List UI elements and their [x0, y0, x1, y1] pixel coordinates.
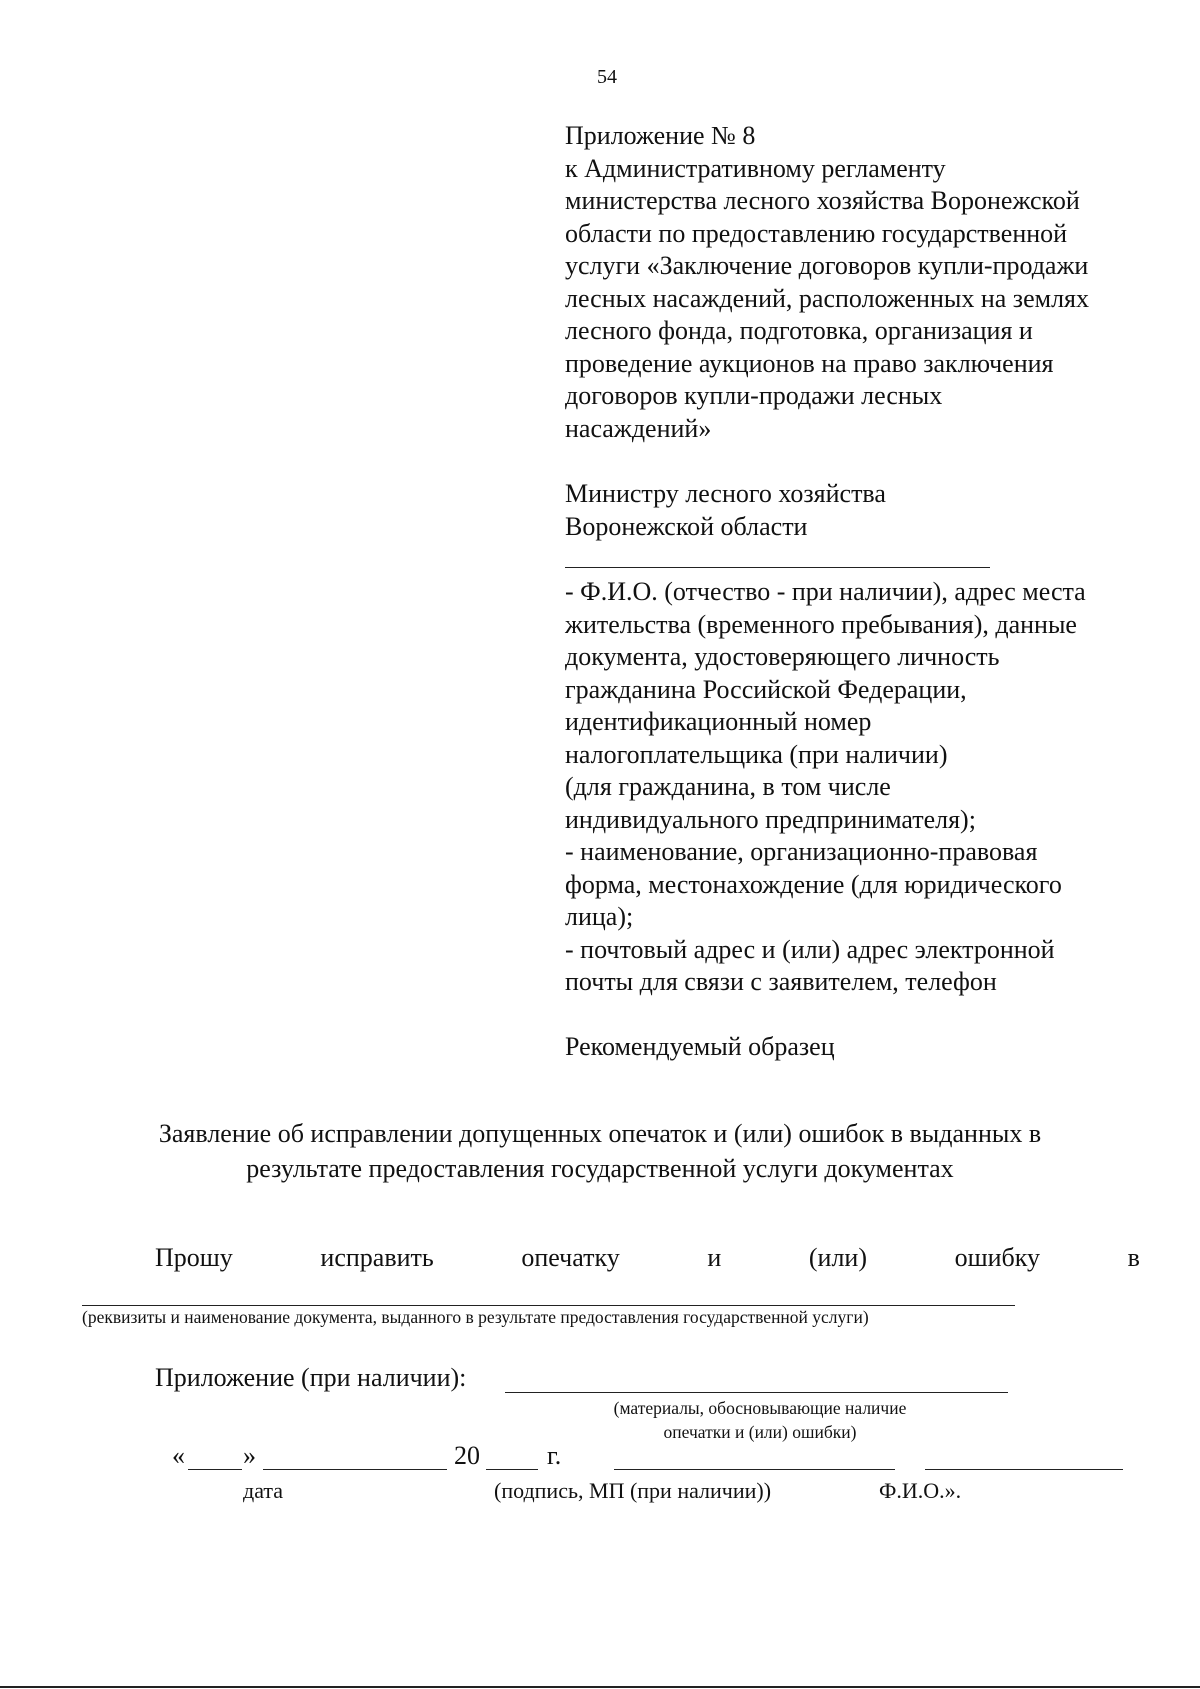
applicant-info-line: - почтовый адрес и (или) адрес электронной — [565, 934, 1055, 964]
request-word: исправить — [320, 1243, 434, 1272]
request-word: Прошу — [155, 1243, 233, 1272]
recommended-sample-label: Рекомендуемый образец — [565, 1031, 835, 1061]
month-blank-line — [263, 1469, 447, 1470]
request-word: опечатку — [521, 1243, 620, 1272]
appendix-label: Приложение (при наличии): — [155, 1363, 467, 1392]
signature-caption: (подпись, МП (при наличии)) — [494, 1478, 772, 1503]
annex-line: проведение аукционов на право заключения — [565, 348, 1054, 378]
appendix-caption — [560, 1396, 960, 1444]
request-word: и — [707, 1243, 722, 1272]
name-blank-line — [925, 1469, 1123, 1470]
request-word: в — [1127, 1243, 1140, 1272]
request-word: ошибку — [954, 1243, 1041, 1272]
applicant-info-line: идентификационный номер — [565, 707, 872, 736]
annex-line: Приложение № 8 — [565, 121, 756, 150]
annex-line: насаждений» — [565, 413, 712, 443]
annex-line: лесного фонда, подготовка, организация и — [565, 316, 1033, 345]
request-word: (или) — [808, 1243, 867, 1272]
annex-line: к Административному регламенту — [565, 153, 946, 183]
year-suffix: г. — [547, 1441, 562, 1470]
applicant-info-line: почты для связи с заявителем, телефон — [565, 967, 997, 996]
document-details-caption: (реквизиты и наименование документа, выданного в результате предоставления государственной услуги) — [82, 1307, 869, 1327]
appendix-caption-line: опечатки и (или) ошибки) — [663, 1422, 857, 1442]
applicant-info-line: жительства (временного пребывания), данные — [565, 609, 1077, 639]
annex-line: услуги «Заключение договоров купли-продажи — [565, 251, 1089, 280]
quote-open: « — [172, 1441, 185, 1470]
applicant-info-line: налогоплательщика (при наличии) — [565, 739, 948, 769]
appendix-caption-line: (материалы, обосновывающие наличие — [613, 1398, 907, 1418]
year-prefix: 20 — [454, 1441, 480, 1470]
page-number: 54 — [597, 66, 617, 88]
addressee-line: Министру лесного хозяйства — [565, 479, 886, 508]
document-title-line: результате предоставления государственной услуги документах — [246, 1154, 954, 1183]
appendix-blank-line — [505, 1392, 1008, 1393]
applicant-info-line: гражданина Российской Федерации, — [565, 674, 967, 704]
signature-blank-line — [614, 1469, 895, 1470]
quote-close: » — [243, 1441, 256, 1470]
document-title — [0, 1116, 1200, 1186]
spacer — [565, 999, 1165, 1031]
applicant-info-line: (для гражданина, в том числе — [565, 772, 891, 801]
applicant-info-line: индивидуального предпринимателя); — [565, 804, 976, 834]
annex-line: лесных насаждений, расположенных на землях — [565, 283, 1089, 313]
annex-header-block — [565, 120, 1165, 1063]
addressee-line: Воронежской области — [565, 511, 808, 541]
name-caption: Ф.И.О.». — [879, 1478, 962, 1503]
annex-line: области по предоставлению государственной — [565, 218, 1068, 248]
document-details-blank-line — [82, 1305, 1015, 1306]
page-bottom-rule — [0, 1686, 1200, 1688]
applicant-info-line: - наименование, организационно-правовая — [565, 837, 1038, 866]
applicant-info-line: документа, удостоверяющего личность — [565, 642, 1000, 671]
spacer — [565, 445, 1165, 478]
applicant-blank-line — [565, 567, 990, 568]
year-blank-line — [486, 1469, 538, 1470]
day-blank-line — [188, 1469, 242, 1470]
date-caption: дата — [243, 1478, 284, 1503]
applicant-info-line: форма, местонахождение (для юридического — [565, 869, 1062, 899]
request-sentence — [155, 1243, 1140, 1273]
document-title-line: Заявление об исправлении допущенных опечаток и (или) ошибок в выданных в — [158, 1119, 1042, 1148]
applicant-info-line: лица); — [565, 902, 634, 931]
annex-line: договоров купли-продажи лесных — [565, 381, 943, 410]
annex-line: министерства лесного хозяйства Воронежской — [565, 186, 1080, 215]
applicant-info-line: - Ф.И.О. (отчество - при наличии), адрес места — [565, 577, 1086, 606]
